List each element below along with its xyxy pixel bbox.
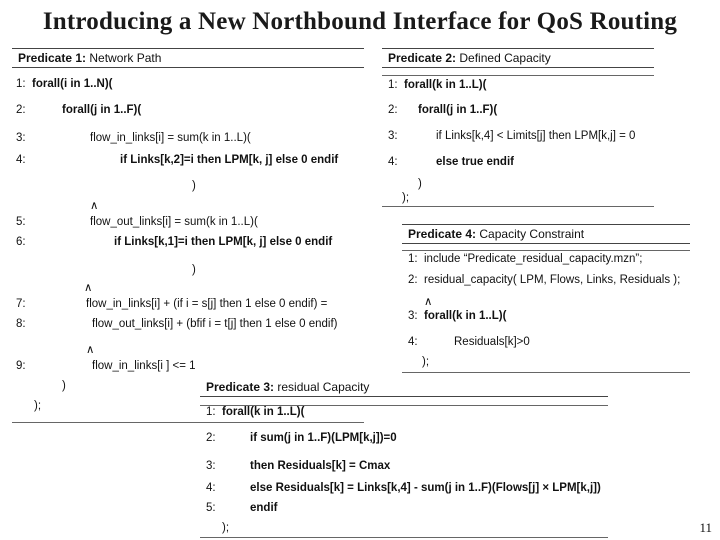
p4-line-4-num: 4: [408,336,418,348]
predicate-1-name: Network Path [86,51,162,65]
p3-line-4: else Residuals[k] = Links[k,4] - sum(j in 1..F)(Flows[j] × LPM[k,j]) [250,482,601,494]
p1-and-1: ∧ [90,200,99,212]
page-number: 11 [699,520,712,535]
p4-and-1: ∧ [424,296,433,308]
p1-line-8-num: 8: [16,318,26,330]
predicate-2-label: Predicate 2: [388,51,457,65]
predicate-4-rule [402,250,690,251]
predicate-4-bottom-rule [402,372,690,373]
p1-line-5-num: 5: [16,216,26,228]
p1-line-7-num: 7: [16,298,26,310]
predicate-4-label: Predicate 4: [408,227,477,241]
p1-line-close-1: ) [192,180,196,192]
predicate-2-header [382,48,654,68]
p3-line-5-num: 5: [206,502,216,514]
p1-line-3-num: 3: [16,132,26,144]
predicate-2-bottom-rule [382,206,654,207]
predicate-2-name: Defined Capacity [456,51,551,65]
p4-line-3-num: 3: [408,310,418,322]
predicate-1-box [12,48,364,428]
p1-line-1: forall(i in 1..N)( [32,78,113,90]
predicate-2-rule [382,75,654,76]
p4-line-2: residual_capacity( LPM, Flows, Links, Residuals ); [424,274,681,286]
p1-line-4: if Links[k,2]=i then LPM[k, j] else 0 endif [120,154,339,166]
p3-line-3-num: 3: [206,460,216,472]
p1-line-1-num: 1: [16,78,26,90]
p4-line-close-1: ); [422,356,430,368]
p1-line-6: if Links[k,1]=i then LPM[k, j] else 0 endif [114,236,333,248]
predicate-3-label: Predicate 3: [206,380,275,394]
p2-line-1-num: 1: [388,79,398,91]
p1-line-9-num: 9: [16,360,26,372]
p4-line-1: include “Predicate_residual_capacity.mzn”; [424,253,643,265]
p1-and-2: ∧ [84,282,93,294]
p4-line-4: Residuals[k]>0 [454,336,530,348]
p3-line-1: forall(k in 1..L)( [222,406,305,418]
p4-line-2-num: 2: [408,274,418,286]
p1-line-9: flow_in_links[i ] <= 1 [92,360,196,372]
p1-line-5: flow_out_links[i] = sum(k in 1..L)( [90,216,258,228]
p3-line-2: if sum(j in 1..F)(LPM[k,j])=0 [250,432,397,444]
p2-line-2: forall(j in 1..F)( [418,104,498,116]
p1-line-3: flow_in_links[i] = sum(k in 1..L)( [90,132,251,144]
predicate-3-box [200,378,608,538]
p2-line-3-num: 3: [388,130,398,142]
predicate-2-box [382,48,654,208]
p3-line-4-num: 4: [206,482,216,494]
p1-line-4-num: 4: [16,154,26,166]
p1-and-3: ∧ [86,344,95,356]
p1-line-close-4: ); [34,400,42,412]
p2-line-close-2: ); [402,192,410,204]
predicate-4-name: Capacity Constraint [476,227,585,241]
p2-line-1: forall(k in 1..L)( [404,79,487,91]
predicate-1-header [12,48,364,68]
predicate-1-label: Predicate 1: [18,51,87,65]
p1-line-6-num: 6: [16,236,26,248]
p2-line-4: else true endif [436,156,514,168]
predicate-4-box [402,224,690,374]
p1-line-7: flow_in_links[i] + (if i = s[j] then 1 else 0 endif) = [86,298,328,310]
p1-line-8: flow_out_links[i] + (bfif i = t[j] then 1 else 0 endif) [92,318,338,330]
p3-line-3: then Residuals[k] = Cmax [250,460,391,472]
predicate-3-name: residual Capacity [274,380,370,394]
p2-line-close-1: ) [418,178,422,190]
p1-line-close-2: ) [192,264,196,276]
p1-line-2: forall(j in 1..F)( [62,104,142,116]
predicate-3-bottom-rule [200,537,608,538]
slide-title: Introducing a New Northbound Interface for QoS Routing [42,8,678,35]
p1-line-close-3: ) [62,380,66,392]
p2-line-3: if Links[k,4] < Limits[j] then LPM[k,j] = 0 [436,130,636,142]
p1-line-2-num: 2: [16,104,26,116]
p3-line-2-num: 2: [206,432,216,444]
predicate-4-header [402,224,690,244]
predicate-3-header [200,378,608,397]
p2-line-4-num: 4: [388,156,398,168]
p4-line-1-num: 1: [408,253,418,265]
p4-line-3: forall(k in 1..L)( [424,310,507,322]
p3-line-1-num: 1: [206,406,216,418]
p3-line-close-1: ); [222,522,230,534]
p3-line-5: endif [250,502,278,514]
p2-line-2-num: 2: [388,104,398,116]
